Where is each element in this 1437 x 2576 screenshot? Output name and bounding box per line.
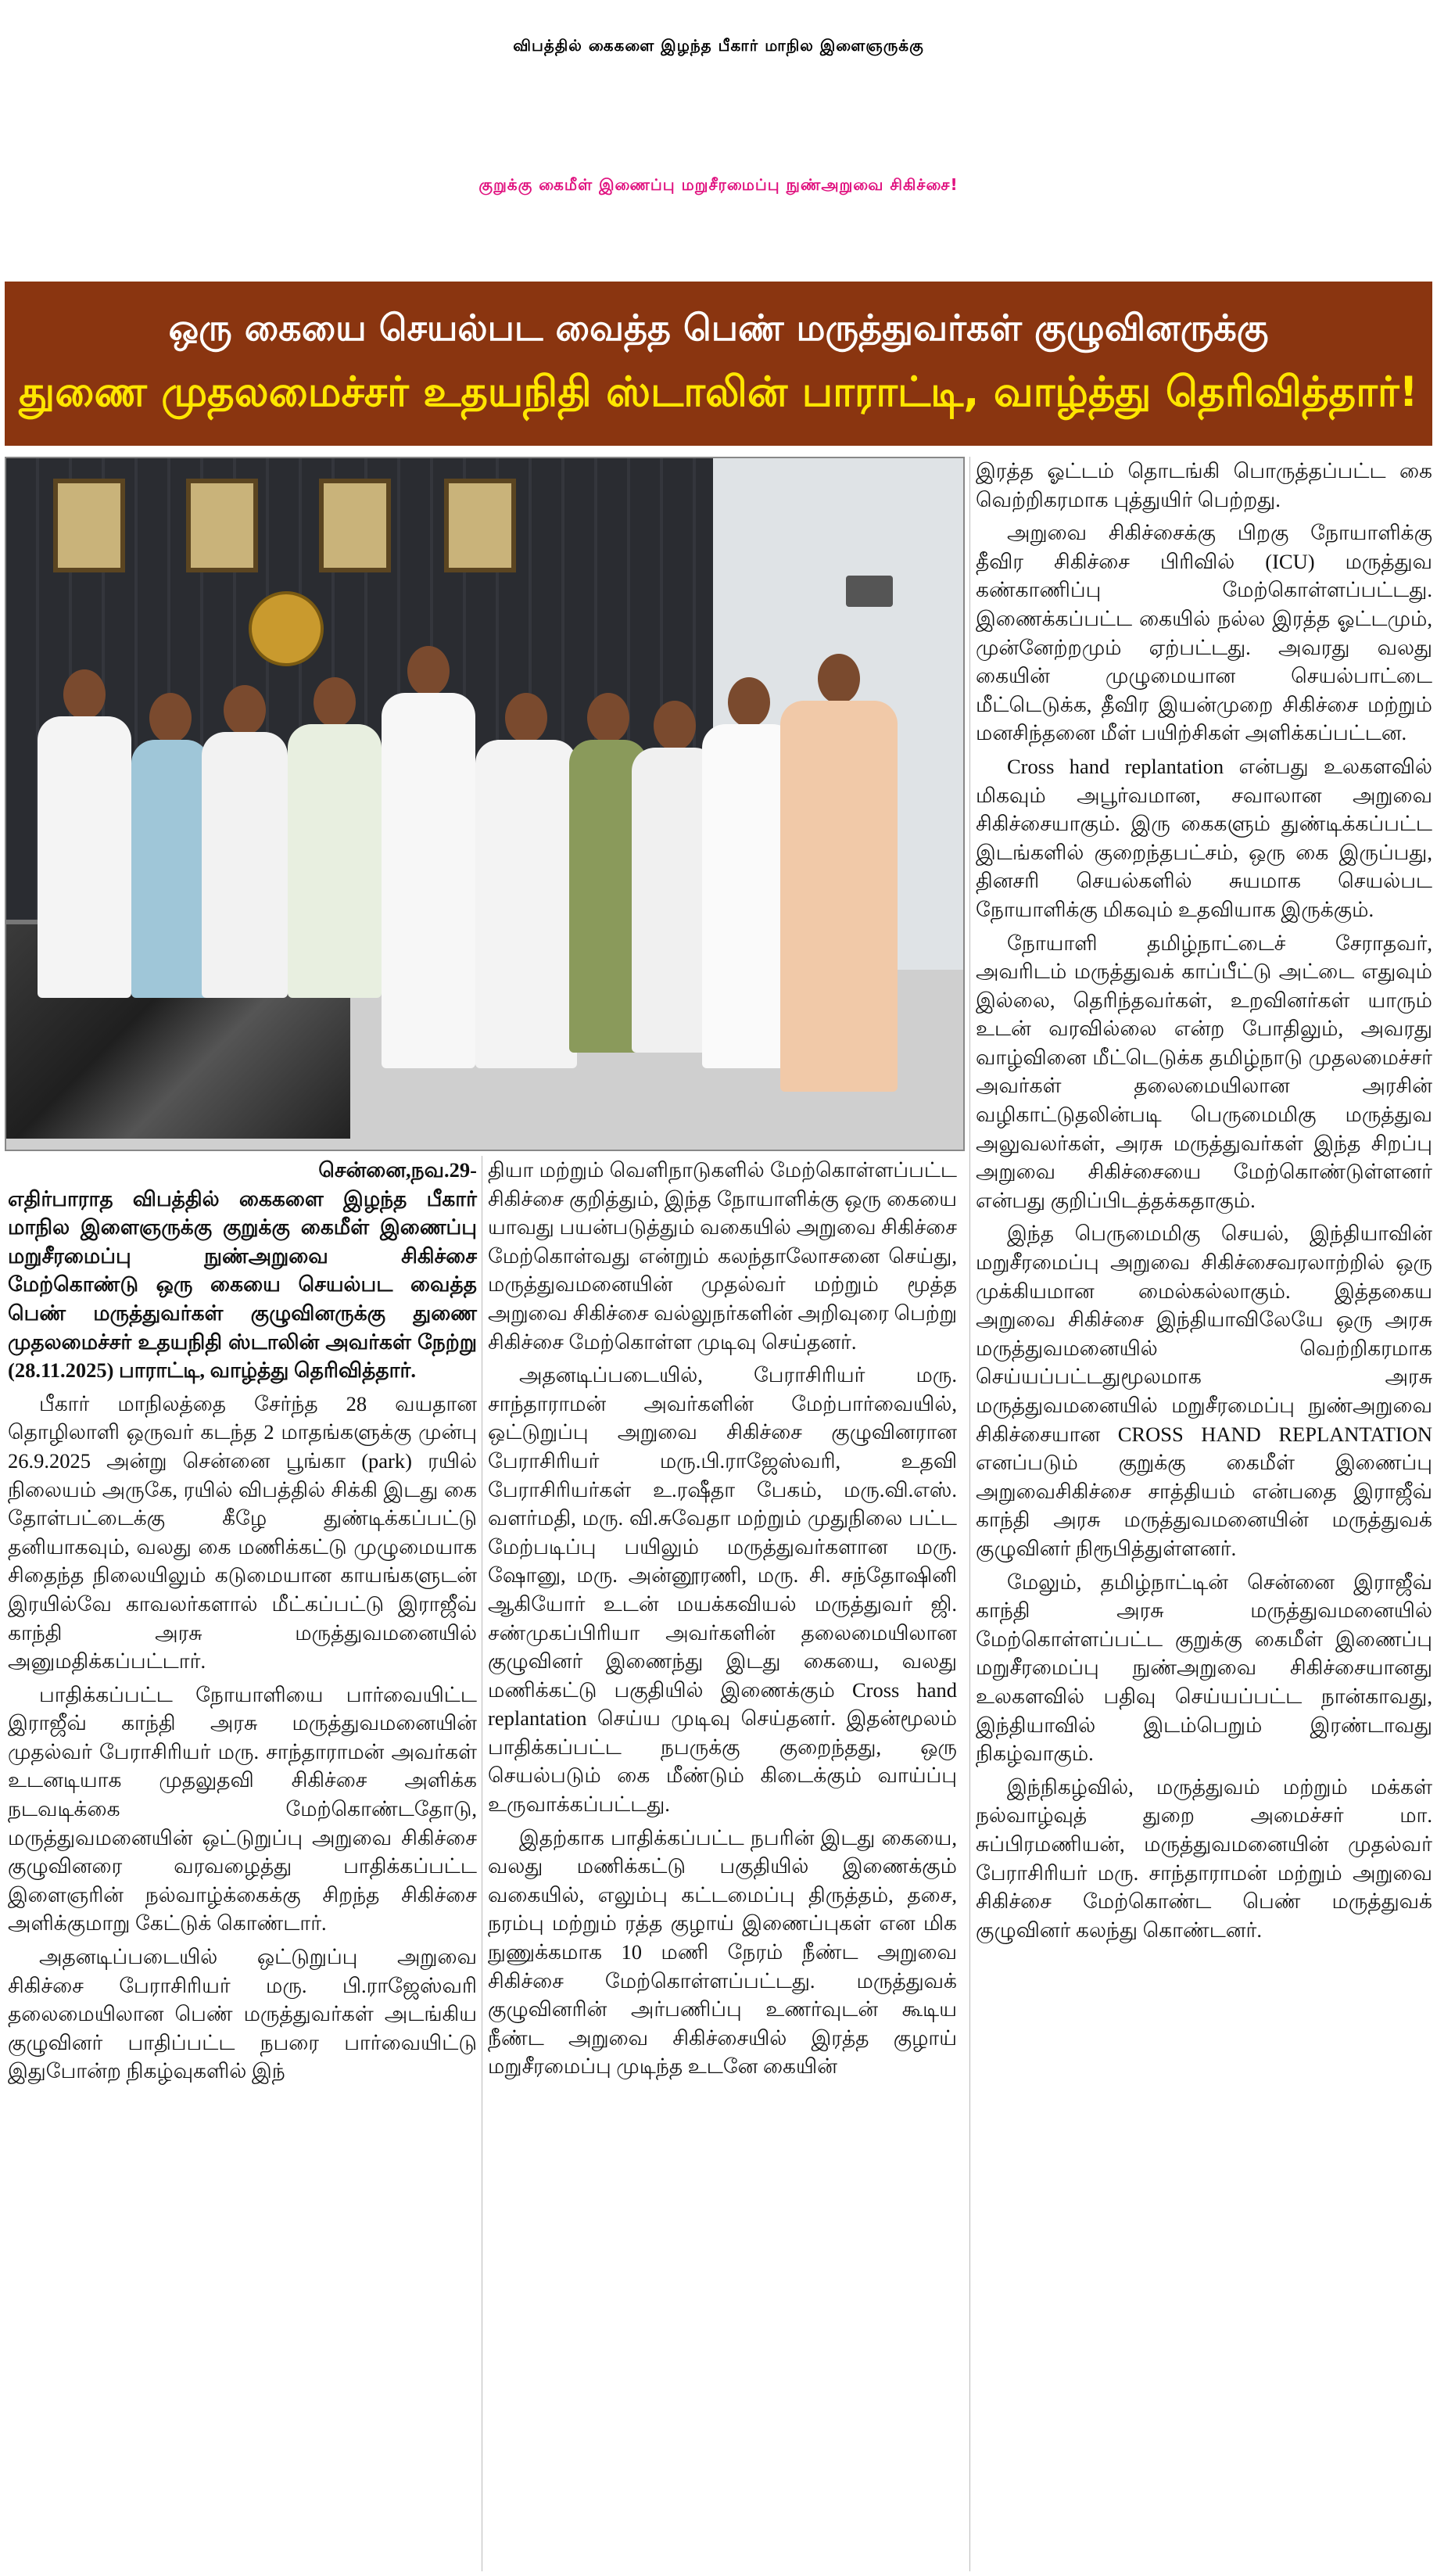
- article-lead-paragraph: எதிர்பாராத விபத்தில் கைகளை இழந்த பீகார் மாநில இளைஞருக்கு குறுக்கு கைமீள் இணைப்பு மறுசீரமைப்பு நுண்அறுவை சிகிச்சை மேற்கொண்டு ஒரு கையை செயல்பட வைத்த பெண் மருத்துவர்கள் குழுவினருக்கு துணை முதலமைச்சர் உதயநிதி ஸ்டாலின் அவர்கள் நேற்று (28.11.2025) பாராட்டி, வாழ்த்து தெரிவித்தார்.: [8, 1186, 477, 1383]
- article-paragraph: இந்த பெருமைமிகு செயல், இந்தியாவின் மறுசீரமைப்பு அறுவை சிகிச்சைவரலாற்றில் ஒரு முக்கியமான மைல்கல்லாகும். இத்தகைய அறுவை சிகிச்சை இந்தியாவிலேயே ஒரு அரசு மருத்துவமனையில் வெற்றிகரமாக செய்யப்பட்டதுமூலமாக அரசு மருத்துவமனையில் மறுசீரமைப்பு நுண்அறுவை சிகிச்சையான CROSS HAND REPLANTATION எனப்படும் குறுக்கு கைமீள் இணைப்பு அறுவைசிகிச்சை சாத்தியம் என்பதை இராஜீவ் காந்தி அரசு மருத்துவமனையின் மருத்துவக் குழுவினர் நிரூபித்துள்ளனர்.: [976, 1222, 1432, 1560]
- article-paragraph: பாதிக்கப்பட்ட நோயாளியை பார்வையிட்ட இராஜீவ் காந்தி அரசு மருத்துவமனையின் முதல்வர் பேராசிரியர் மரு. சாந்தாராமன் அவர்கள் உடனடியாக முதலுதவி சிகிச்சை அளிக்க நடவடிக்கை மேற்கொண்டதோடு, மருத்துவமனையின் ஒட்டுறுப்பு அறுவை சிகிச்சை குழுவினரை வரவழைத்து பாதிக்கப்பட்ட இளைஞரின் நல்வாழ்க்கைக்கு சிறந்த சிகிச்சை அளிக்குமாறு கேட்டுக் கொண்டார்.: [8, 1682, 477, 1936]
- article-paragraph: இந்நிகழ்வில், மருத்துவம் மற்றும் மக்கள் நல்வாழ்வுத் துறை அமைச்சர் மா. சுப்பிரமணியன், மருத்துவமனையின் முதல்வர் பேராசிரியர் மரு. சாந்தாராமன் மற்றும் அறுவை சிகிச்சை மேற்கொண்ட பெண் மருத்துவக் குழுவினர் கலந்து கொண்டனர்.: [976, 1774, 1432, 1942]
- column-divider: [969, 457, 970, 2571]
- news-photo: [5, 457, 965, 1151]
- article-column-3: [976, 457, 1432, 2571]
- portrait-frame: [444, 479, 516, 572]
- kicker-headline: விபத்தில் கைகளை இழந்த பீகார் மாநில இளைஞருக்கு: [513, 35, 924, 55]
- article-paragraph: இரத்த ஓட்டம் தொடங்கி பொருத்தப்பட்ட கை வெற்றிகரமாக புத்துயிர் பெற்றது.: [976, 459, 1432, 511]
- portrait-frame: [53, 479, 125, 572]
- wall-device-icon: [846, 576, 893, 607]
- article-paragraph: Cross hand replantation என்பது உலகளவில் மிகவும் அபூர்வமான, சவாலான அறுவை சிகிச்சையாகும். இரு கைகளும் துண்டிக்கப்பட்ட இடங்களில் குறைந்தபட்சம், ஒரு கை இருப்பது, தினசரி செயல்களில் சுயமாக செயல்பட நோயாளிக்கு மிகவும் உதவியாக இருக்கும்.: [976, 754, 1432, 921]
- article-paragraph: அறுவை சிகிச்சைக்கு பிறகு நோயாளிக்கு தீவிர சிகிச்சை பிரிவில் (ICU) மருத்துவ கண்காணிப்பு மேற்கொள்ளப்பட்டது. இணைக்கப்பட்ட கையில் நல்ல இரத்த ஓட்டமும், முன்னேற்றமும் ஏற்பட்டது. அவரது வலது கையின் முழுமையான செயல்பாட்டை மீட்டெடுக்க, தீவிர இயன்முறை சிகிச்சை மற்றும் மனசிந்தனை மீள் பயிற்சிகள் அளிக்கப்பட்டன.: [976, 521, 1432, 745]
- article-column-2: [488, 1156, 957, 2571]
- person: [288, 677, 382, 998]
- portrait-frame: [186, 479, 258, 572]
- article-paragraph: நோயாளி தமிழ்நாட்டைச் சேராதவர், அவரிடம் மருத்துவக் காப்பீட்டு அட்டை எதுவும் இல்லை, தெரிந்தவர்கள், உறவினர்கள் யாரும் உடன் வரவில்லை என்ற போதிலும், அவரது வாழ்வினை மீட்டெடுக்க தமிழ்நாடு முதலமைச்சர் அவர்கள் தலைமையிலான அரசின் வழிகாட்டுதலின்படி பெருமைமிகு மருத்துவ அலுவலர்கள், அரசு மருத்துவர்கள் இந்த சிறப்பு அறுவை சிகிச்சையை மேற்கொண்டுள்ளனர் என்பது குறிப்பிடத்தக்கதாகும்.: [976, 931, 1432, 1212]
- sub-headline-banner: [5, 282, 1432, 446]
- person: [131, 693, 210, 998]
- article-column-1: [8, 1156, 477, 2571]
- person: [382, 646, 475, 1068]
- portrait-frame: [319, 479, 391, 572]
- banner-line-1: ஒரு கையை செயல்பட வைத்த பெண் மருத்துவர்கள் குழுவினருக்கு: [168, 306, 1269, 349]
- main-headline: குறுக்கு கைமீள் இணைப்பு மறுசீரமைப்பு நுண்அறுவை சிகிச்சை!: [478, 174, 959, 194]
- banner-line-2: துணை முதலமைச்சர் உதயநிதி ஸ்டாலின் பாராட்டி, வாழ்த்து தெரிவித்தார்!: [19, 368, 1418, 416]
- article-paragraph: பீகார் மாநிலத்தை சேர்ந்த 28 வயதான தொழிலாளி ஒருவர் கடந்த 2 மாதங்களுக்கு முன்பு 26.9.2025 அன்று சென்னை பூங்கா (park) ரயில் நிலையம் அருகே, ரயில் விபத்தில் சிக்கி இடது கை தோள்பட்டைக்கு கீழே துண்டிக்கப்பட்டு தனியாகவும், வலது கை மணிக்கட்டு முழுமையாக சிதைந்த நிலையிலும் கடுமையான காயங்களுடன் இரயில்வே காவலர்களால் மீட்கப்பட்டு இராஜீவ் காந்தி அரசு மருத்துவமனையில் அனுமதிக்கப்பட்டார்.: [8, 1391, 477, 1674]
- article-paragraph: அதனடிப்படையில் ஒட்டுறுப்பு அறுவை சிகிச்சை பேராசிரியர் மரு. பி.ராஜேஸ்வரி தலைமையிலான பெண் மருத்துவர்கள் அடங்கிய குழுவினர் பாதிப்பட்ட நபரை பார்வையிட்டு இதுபோன்ற நிகழ்வுகளில் இந்: [8, 1945, 477, 2083]
- article-paragraph: இதற்காக பாதிக்கப்பட்ட நபரின் இடது கையை, வலது மணிக்கட்டு பகுதியில் இணைக்கும் வகையில், எலும்பு கட்டமைப்பு திருத்தம், தசை, நரம்பு மற்றும் ரத்த குழாய் இணைப்புகள் என மிக நுணுக்கமாக 10 மணி நேரம் நீண்ட அறுவை சிகிச்சை மேற்கொள்ளப்பட்டது. மருத்துவக் குழுவினரின் அர்பணிப்பு உணர்வுடன் கூடிய நீண்ட அறுவை சிகிச்சையில் இரத்த குழாய் மறுசீரமைப்பு முடிந்த உடனே கையின்: [488, 1825, 957, 2079]
- person: [780, 654, 898, 1092]
- person: [38, 669, 131, 998]
- article-paragraph: அதனடிப்படையில், பேராசிரியர் மரு. சாந்தாராமன் அவர்களின் மேற்பார்வையில், ஒட்டுறுப்பு அறுவை சிகிச்சை குழுவினரான பேராசிரியர் மரு.பி.ராஜேஸ்வரி, உதவி பேராசிரியர்கள் உ.ரஷீதா பேகம், மரு.வி.எஸ். வளர்மதி, மரு. வி.சுவேதா மற்றும் முதுநிலை பட்ட மேற்படிப்பு பயிலும் மருத்துவர்களான மரு. ஷோனு, மரு. அன்னூரணி, மரு. சி. சந்தோஷினி ஆகியோர் உடன் மயக்கவியல் மருத்துவர் ஜி. சண்முகப்பிரியா அவர்களின் தலைமையிலான குழுவினர் இணைந்து இடது கையை, வலது மணிக்கட்டு பகுதியில் இணைக்கும் Cross hand replantation செய்ய முடிவு செய்தனர். இதன்மூலம் பாதிக்கப்பட்ட நபருக்கு குறைந்தது, ஒரு செயல்படும் கை மீண்டும் கிடைக்கும் வாய்ப்பு உருவாக்கப்பட்டது.: [488, 1363, 957, 1817]
- person: [202, 685, 288, 998]
- article-dateline: சென்னை,நவ.29-: [318, 1158, 477, 1182]
- government-emblem: [249, 591, 324, 666]
- person: [475, 693, 577, 1068]
- article-paragraph: மேலும், தமிழ்நாட்டின் சென்னை இராஜீவ் காந்தி அரசு மருத்துவமனையில் மேற்கொள்ளப்பட்ட குறுக்கு கைமீள் இணைப்பு மறுசீரமைப்பு நுண்அறுவை சிகிச்சையானது உலகளவில் பதிவு செய்யப்பட்ட நான்காவது, இந்தியாவில் இடம்பெறும் இரண்டாவது நிகழ்வாகும்.: [976, 1570, 1432, 1766]
- article-paragraph: தியா மற்றும் வெளிநாடுகளில் மேற்கொள்ளப்பட்ட சிகிச்சை குறித்தும், இந்த நோயாளிக்கு ஒரு கையை யாவது பயன்படுத்தும் வகையில் அறுவை சிகிச்சை மேற்கொள்வது என்றும் கலந்தாலோசனை செய்து, மருத்துவமனையின் முதல்வர் மற்றும் மூத்த அறுவை சிகிச்சை வல்லுநர்களின் அறிவுரை பெற்று சிகிச்சை மேற்கொள்ள முடிவு செய்தனர்.: [488, 1158, 958, 1354]
